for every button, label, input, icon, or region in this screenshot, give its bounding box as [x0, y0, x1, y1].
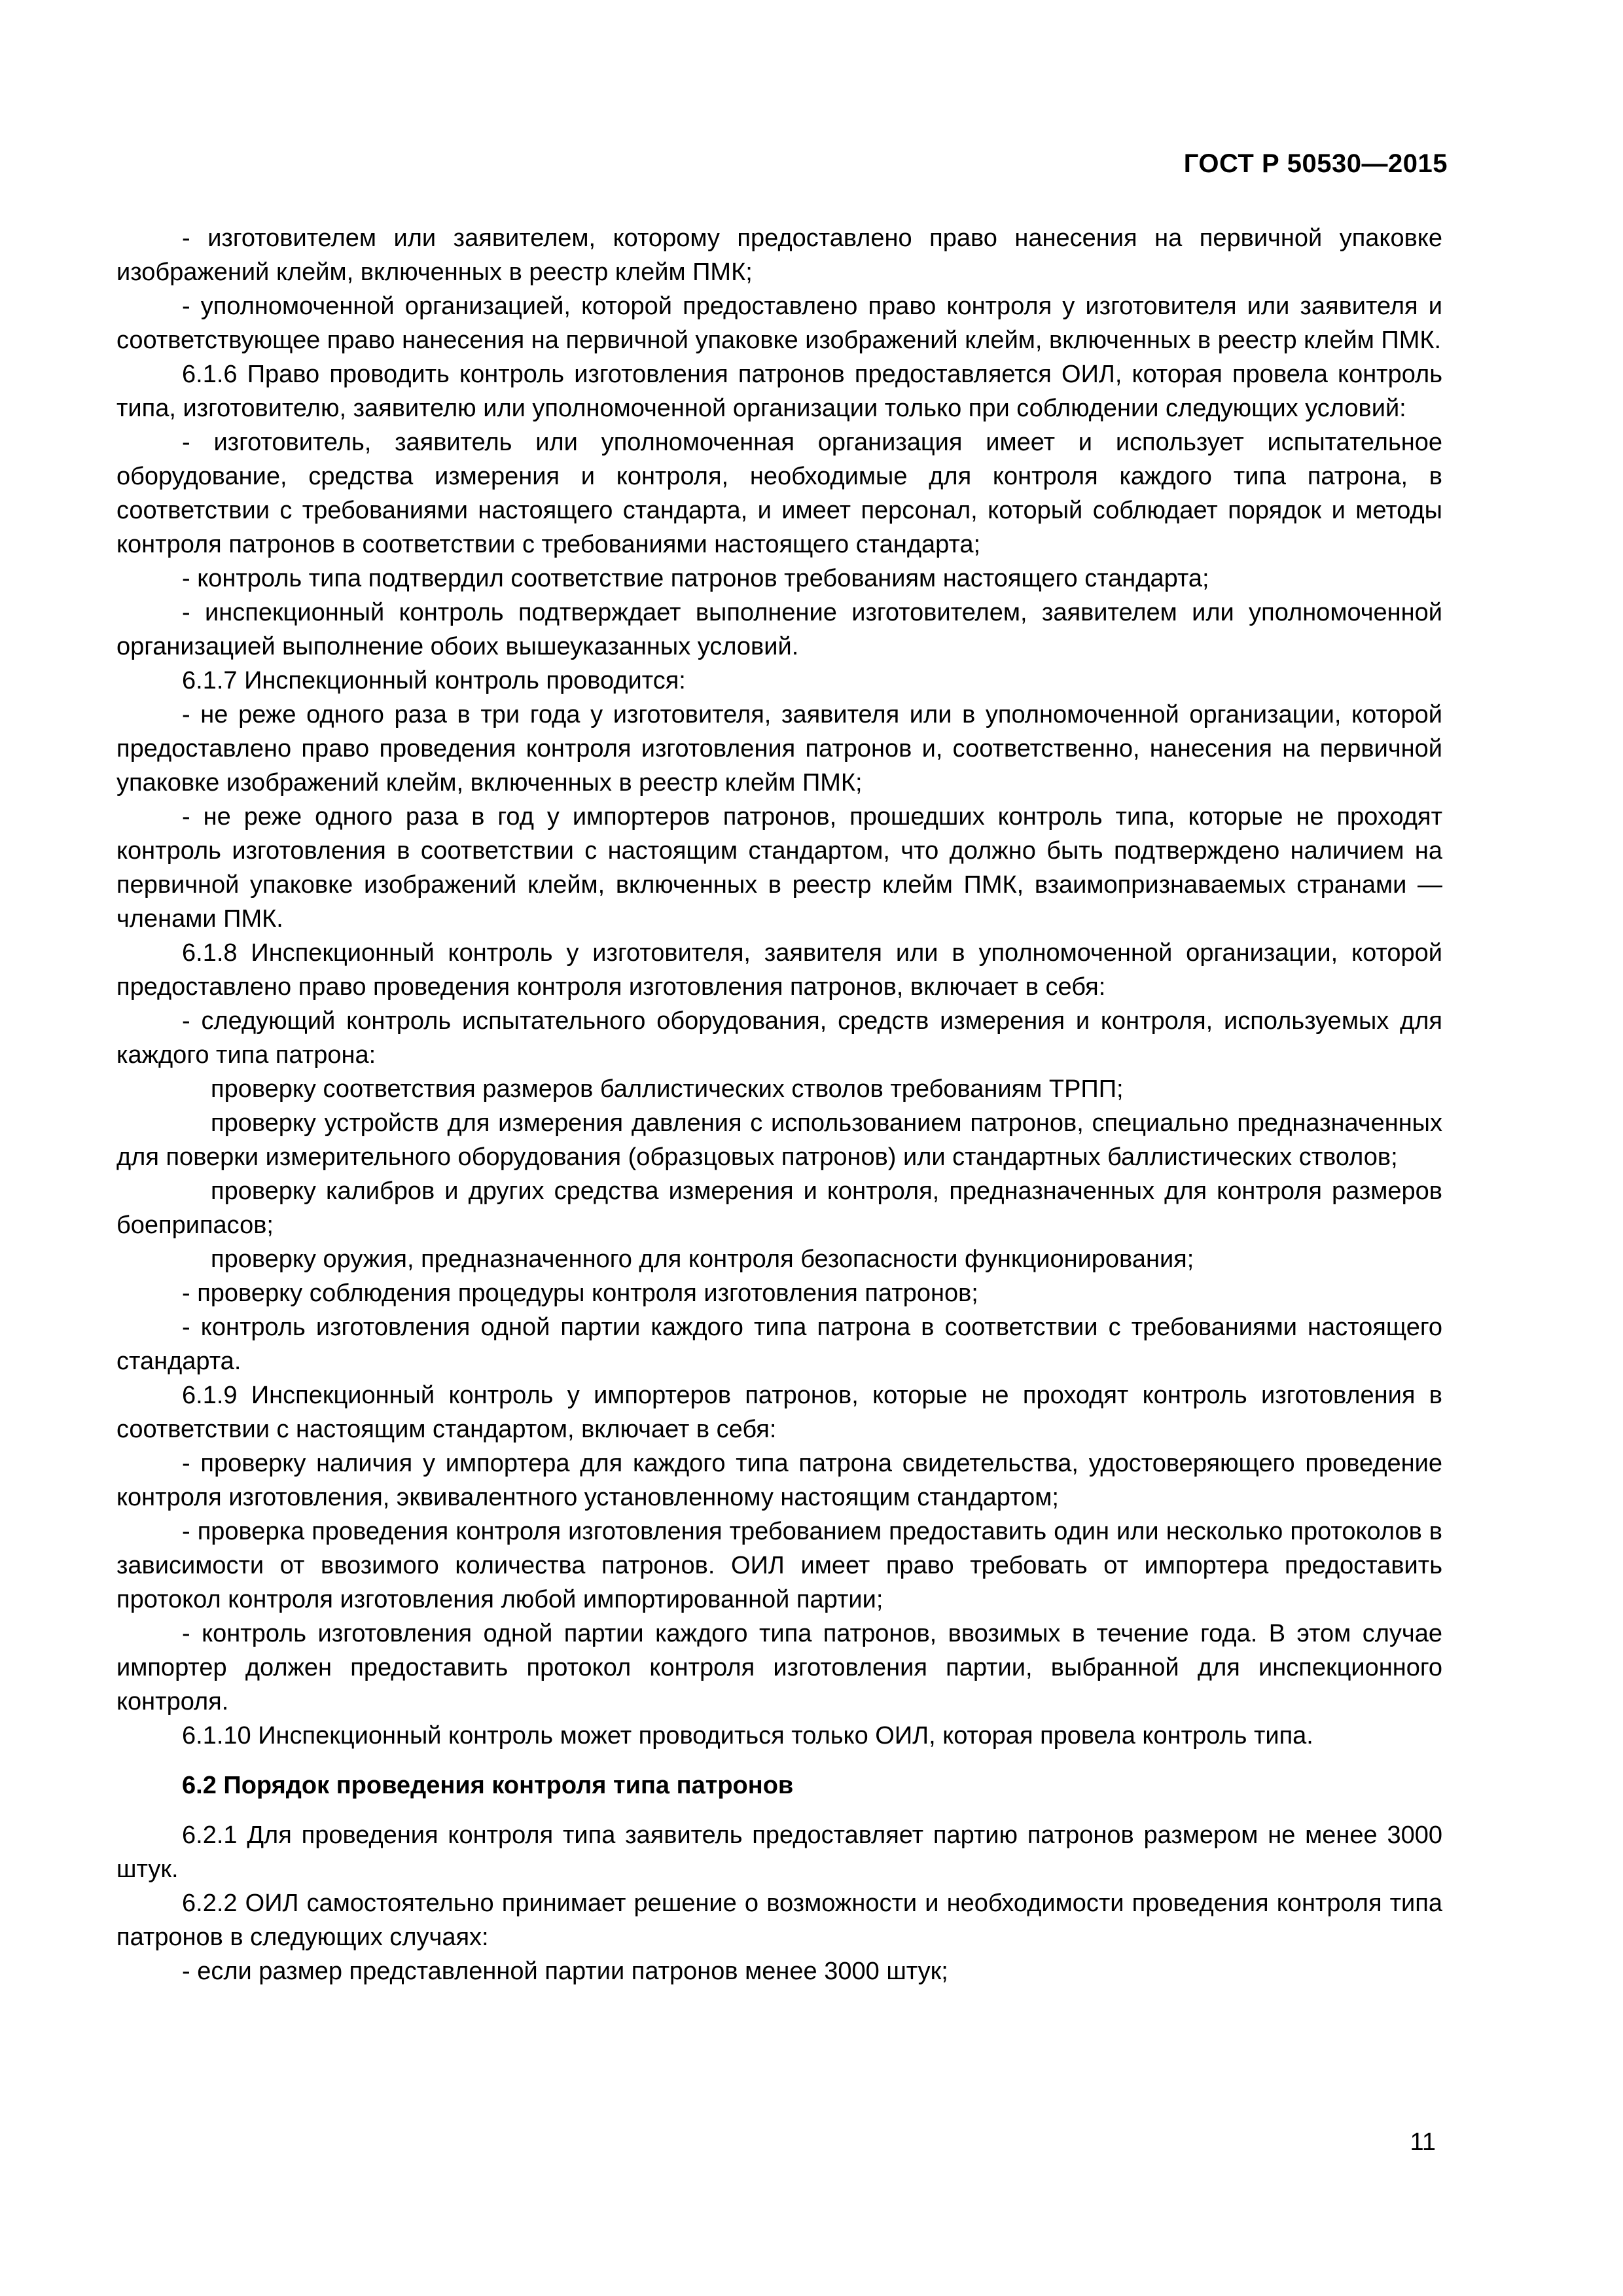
standard-code-header: ГОСТ Р 50530—2015	[1183, 149, 1448, 178]
sub-item: проверку оружия, предназначенного для контроля безопасности функционирования;	[211, 1246, 1194, 1273]
sub-item: проверку устройств для измерения давления с использованием патронов, специально предназначенных для поверки измерительного оборудования (образцовых патронов) или стандартных баллистических стволов;	[116, 1109, 1442, 1171]
paragraph: - проверка проведения контроля изготовления требованием предоставить один или несколько протоколов в зависимости от ввозимого количества патронов. ОИЛ имеет право требовать от импортера предоставить протокол контроля изготовления любой импортированной партии;	[116, 1518, 1442, 1613]
paragraph: - контроль изготовления одной партии каждого типа патрона в соответствии с требованиями настоящего стандарта.	[116, 1314, 1442, 1375]
paragraph: 6.1.8 Инспекционный контроль у изготовителя, заявителя или в уполномоченной организации, которой предоставлено право проведения контроля изготовления патронов, включает в себя:	[116, 939, 1442, 1001]
paragraph: - уполномоченной организацией, которой предоставлено право контроля у изготовителя или заявителя и соответствующее право нанесения на первичной упаковке изображений клейм, включенных в реестр клейм ПМК.	[116, 293, 1442, 354]
page-number: 11	[1410, 2128, 1436, 2156]
document-body	[116, 221, 1442, 1988]
paragraph: 6.2.1 Для проведения контроля типа заявитель предоставляет партию патронов размером не менее 3000 штук.	[116, 1821, 1442, 1883]
sub-item: проверку калибров и других средства измерения и контроля, предназначенных для контроля размеров боеприпасов;	[116, 1177, 1442, 1239]
paragraph: - инспекционный контроль подтверждает выполнение изготовителем, заявителем или уполномоченной организацией выполнение обоих вышеуказанных условий.	[116, 599, 1442, 660]
paragraph: - проверку соблюдения процедуры контроля изготовления патронов;	[182, 1280, 978, 1307]
paragraph: 6.1.6 Право проводить контроль изготовления патронов предоставляется ОИЛ, которая провела контроль типа, изготовителю, заявителю или уполномоченной организации только при соблюдении следующих условий:	[116, 361, 1442, 422]
paragraph: - не реже одного раза в год у импортеров патронов, прошедших контроль типа, которые не проходят контроль изготовления в соответствии с настоящим стандартом, что должно быть подтверждено наличием на первичной упаковке изображений клейм, включенных в реестр клейм ПМК, взаимопризнаваемых странами — членами ПМК.	[116, 803, 1442, 933]
paragraph: - следующий контроль испытательного оборудования, средств измерения и контроля, используемых для каждого типа патрона:	[116, 1007, 1442, 1069]
paragraph: 6.1.7 Инспекционный контроль проводится:	[182, 667, 686, 694]
paragraph: - изготовителем или заявителем, которому предоставлено право нанесения на первичной упаковке изображений клейм, включенных в реестр клейм ПМК;	[116, 224, 1442, 286]
paragraph: - проверку наличия у импортера для каждого типа патрона свидетельства, удостоверяющего проведение контроля изготовления, эквивалентного установленному настоящим стандартом;	[116, 1450, 1442, 1511]
section-heading: 6.2 Порядок проведения контроля типа патронов	[182, 1772, 794, 1799]
paragraph: - не реже одного раза в три года у изготовителя, заявителя или в уполномоченной организации, которой предоставлено право проведения контроля изготовления патронов и, соответственно, нанесения на первичной упаковке изображений клейм, включенных в реестр клейм ПМК;	[116, 701, 1442, 797]
paragraph: - контроль типа подтвердил соответствие патронов требованиям настоящего стандарта;	[182, 565, 1209, 592]
paragraph: - изготовитель, заявитель или уполномоченная организация имеет и использует испытательное оборудование, средства измерения и контроля, необходимые для контроля каждого типа патрона, в соответствии с требованиями настоящего стандарта, и имеет персонал, который соблюдает порядок и методы контроля патронов в соответствии с требованиями настоящего стандарта;	[116, 429, 1442, 558]
paragraph: 6.1.10 Инспекционный контроль может проводиться только ОИЛ, которая провела контроль типа.	[182, 1722, 1313, 1749]
paragraph: - если размер представленной партии патронов менее 3000 штук;	[182, 1958, 948, 1985]
sub-item: проверку соответствия размеров баллистических стволов требованиям ТРПП;	[211, 1075, 1124, 1103]
paragraph: 6.2.2 ОИЛ самостоятельно принимает решение о возможности и необходимости проведения контроля типа патронов в следующих случаях:	[116, 1890, 1442, 1951]
paragraph: 6.1.9 Инспекционный контроль у импортеров патронов, которые не проходят контроль изготовления в соответствии с настоящим стандартом, включает в себя:	[116, 1382, 1442, 1443]
paragraph: - контроль изготовления одной партии каждого типа патронов, ввозимых в течение года. В этом случае импортер должен предоставить протокол контроля изготовления партии, выбранной для инспекционного контроля.	[116, 1620, 1442, 1715]
